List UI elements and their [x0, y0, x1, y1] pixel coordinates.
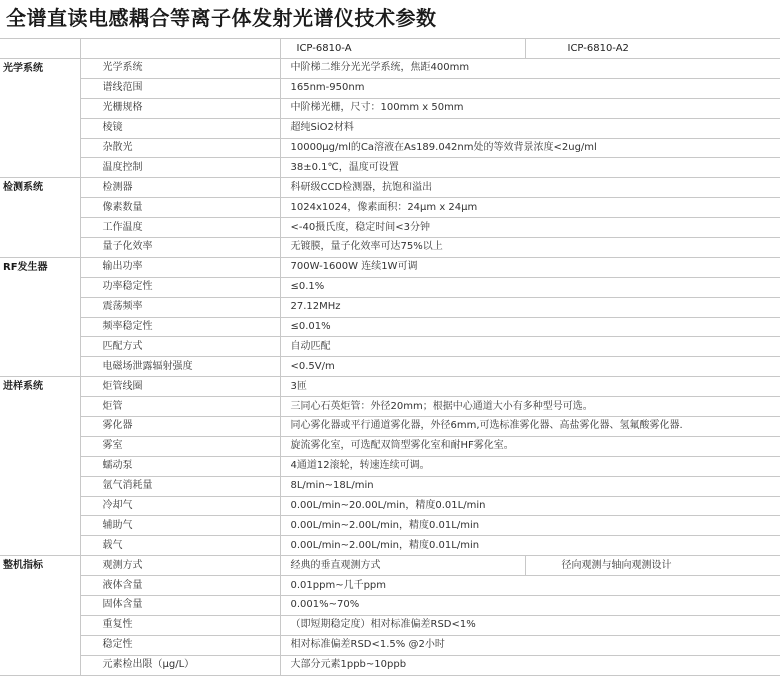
value-cell: 自动匹配	[280, 337, 780, 357]
value-cell: 0.001%~70%	[280, 596, 780, 616]
item-cell: 雾化器	[80, 417, 280, 437]
item-cell: 稳定性	[80, 635, 280, 655]
item-cell: 输出功率	[80, 257, 280, 277]
category-cell	[0, 516, 80, 536]
value-cell: 大部分元素1ppb~10ppb	[280, 655, 780, 675]
table-row	[0, 238, 780, 258]
value-cell: 10000μg/ml的Ca溶液在As189.042nm处的等效背景浓度<2ug/ml	[280, 138, 780, 158]
category-cell	[0, 218, 80, 238]
table-row	[0, 59, 780, 79]
item-cell: 氩气消耗量	[80, 476, 280, 496]
item-cell: 光学系统	[80, 59, 280, 79]
category-cell: 进样系统	[0, 377, 80, 397]
model-a-label: ICP-6810-A	[280, 39, 525, 59]
item-cell: 棱镜	[80, 118, 280, 138]
table-row	[0, 436, 780, 456]
item-cell: 重复性	[80, 615, 280, 635]
value-cell: （即短期稳定度）相对标准偏差RSD<1%	[280, 615, 780, 635]
value-cell: 中阶梯二维分光光学系统，焦距400mm	[280, 59, 780, 79]
value-cell: 0.00L/min~2.00L/min，精度0.01L/min	[280, 536, 780, 556]
table-row	[0, 655, 780, 675]
item-cell: 光栅规格	[80, 98, 280, 118]
category-cell	[0, 596, 80, 616]
table-row	[0, 456, 780, 476]
item-cell: 杂散光	[80, 138, 280, 158]
table-row	[0, 536, 780, 556]
category-cell	[0, 476, 80, 496]
header-cat-cell	[0, 39, 80, 59]
table-row	[0, 476, 780, 496]
value-cell: 165nm-950nm	[280, 78, 780, 98]
item-cell: 炬管	[80, 397, 280, 417]
category-cell	[0, 98, 80, 118]
value-cell: 0.00L/min~2.00L/min，精度0.01L/min	[280, 516, 780, 536]
table-row	[0, 138, 780, 158]
value-cell: 0.00L/min~20.00L/min，精度0.01L/min	[280, 496, 780, 516]
value-cell: 0.01ppm~几千ppm	[280, 576, 780, 596]
item-cell: 温度控制	[80, 158, 280, 178]
value-cell: 3匝	[280, 377, 780, 397]
item-cell: 功率稳定性	[80, 277, 280, 297]
value-cell: 中阶梯光栅，尺寸：100mm x 50mm	[280, 98, 780, 118]
table-row	[0, 377, 780, 397]
category-cell	[0, 317, 80, 337]
category-cell	[0, 78, 80, 98]
category-cell: 整机指标	[0, 556, 80, 576]
category-cell	[0, 615, 80, 635]
page-title: 全谱直读电感耦合等离子体发射光谱仪技术参数	[6, 6, 437, 30]
item-cell: 固体含量	[80, 596, 280, 616]
item-cell: 蠕动泵	[80, 456, 280, 476]
table-row	[0, 397, 780, 417]
table-row	[0, 596, 780, 616]
table-row	[0, 615, 780, 635]
table-row	[0, 317, 780, 337]
item-cell: 频率稳定性	[80, 317, 280, 337]
value-cell: 1024x1024，像素面积：24μm x 24μm	[280, 198, 780, 218]
table-row	[0, 78, 780, 98]
item-cell: 载气	[80, 536, 280, 556]
category-cell	[0, 138, 80, 158]
spec-table	[0, 38, 780, 676]
table-row	[0, 277, 780, 297]
header-row	[0, 39, 780, 59]
item-cell: 匹配方式	[80, 337, 280, 357]
table-row	[0, 98, 780, 118]
category-cell	[0, 456, 80, 476]
table-row	[0, 556, 780, 576]
spec-table-body	[0, 39, 780, 676]
model-a2-label: ICP-6810-A2	[525, 39, 780, 59]
value-cell: 27.12MHz	[280, 297, 780, 317]
item-cell: 元素检出限（μg/L）	[80, 655, 280, 675]
category-cell	[0, 337, 80, 357]
category-cell	[0, 158, 80, 178]
item-cell: 震荡频率	[80, 297, 280, 317]
category-cell	[0, 436, 80, 456]
category-cell	[0, 655, 80, 675]
category-cell	[0, 118, 80, 138]
item-cell: 雾室	[80, 436, 280, 456]
category-cell	[0, 277, 80, 297]
item-cell: 液体含量	[80, 576, 280, 596]
value-cell: 同心雾化器或平行通道雾化器，外径6mm,可选标准雾化器、高盐雾化器、氢氟酸雾化器.	[280, 417, 780, 437]
item-cell: 辅助气	[80, 516, 280, 536]
table-row	[0, 158, 780, 178]
category-cell	[0, 397, 80, 417]
value-cell: ≤0.01%	[280, 317, 780, 337]
table-row	[0, 218, 780, 238]
item-cell: 像素数量	[80, 198, 280, 218]
value-cell: 无镀膜，量子化效率可达75%以上	[280, 238, 780, 258]
table-row	[0, 357, 780, 377]
header-item-cell	[80, 39, 280, 59]
table-row	[0, 178, 780, 198]
category-cell	[0, 357, 80, 377]
category-cell	[0, 238, 80, 258]
category-cell	[0, 297, 80, 317]
table-row	[0, 297, 780, 317]
item-cell: 观测方式	[80, 556, 280, 576]
category-cell	[0, 635, 80, 655]
value-cell: 38±0.1℃，温度可设置	[280, 158, 780, 178]
category-cell: 检测系统	[0, 178, 80, 198]
item-cell: 谱线范围	[80, 78, 280, 98]
value-cell: <-40摄氏度，稳定时间<3分钟	[280, 218, 780, 238]
table-row	[0, 635, 780, 655]
value-cell: 相对标准偏差RSD<1.5% @2小时	[280, 635, 780, 655]
table-row	[0, 417, 780, 437]
value-cell: ≤0.1%	[280, 277, 780, 297]
category-cell: RF发生器	[0, 257, 80, 277]
table-row	[0, 496, 780, 516]
table-row	[0, 337, 780, 357]
category-cell	[0, 576, 80, 596]
table-row	[0, 118, 780, 138]
table-row	[0, 516, 780, 536]
item-cell: 检测器	[80, 178, 280, 198]
table-row	[0, 198, 780, 218]
category-cell	[0, 496, 80, 516]
table-row	[0, 257, 780, 277]
value-cell: 超纯SiO2材料	[280, 118, 780, 138]
item-cell: 电磁场泄露辐射强度	[80, 357, 280, 377]
category-cell: 光学系统	[0, 59, 80, 79]
item-cell: 冷却气	[80, 496, 280, 516]
item-cell: 量子化效率	[80, 238, 280, 258]
category-cell	[0, 198, 80, 218]
value-cell: 经典的垂直观测方式	[280, 556, 525, 576]
category-cell	[0, 417, 80, 437]
table-row	[0, 576, 780, 596]
value-cell: 三同心石英炬管：外径20mm；根据中心通道大小有多种型号可选。	[280, 397, 780, 417]
value-cell-alt: 径向观测与轴向观测设计	[525, 556, 780, 576]
value-cell: 700W-1600W 连续1W可调	[280, 257, 780, 277]
value-cell: 8L/min~18L/min	[280, 476, 780, 496]
value-cell: 4通道12滚轮，转速连续可调。	[280, 456, 780, 476]
item-cell: 工作温度	[80, 218, 280, 238]
value-cell: <0.5V/m	[280, 357, 780, 377]
item-cell: 炬管线圈	[80, 377, 280, 397]
value-cell: 科研级CCD检测器，抗饱和溢出	[280, 178, 780, 198]
value-cell: 旋流雾化室，可选配双筒型雾化室和耐HF雾化室。	[280, 436, 780, 456]
category-cell	[0, 536, 80, 556]
